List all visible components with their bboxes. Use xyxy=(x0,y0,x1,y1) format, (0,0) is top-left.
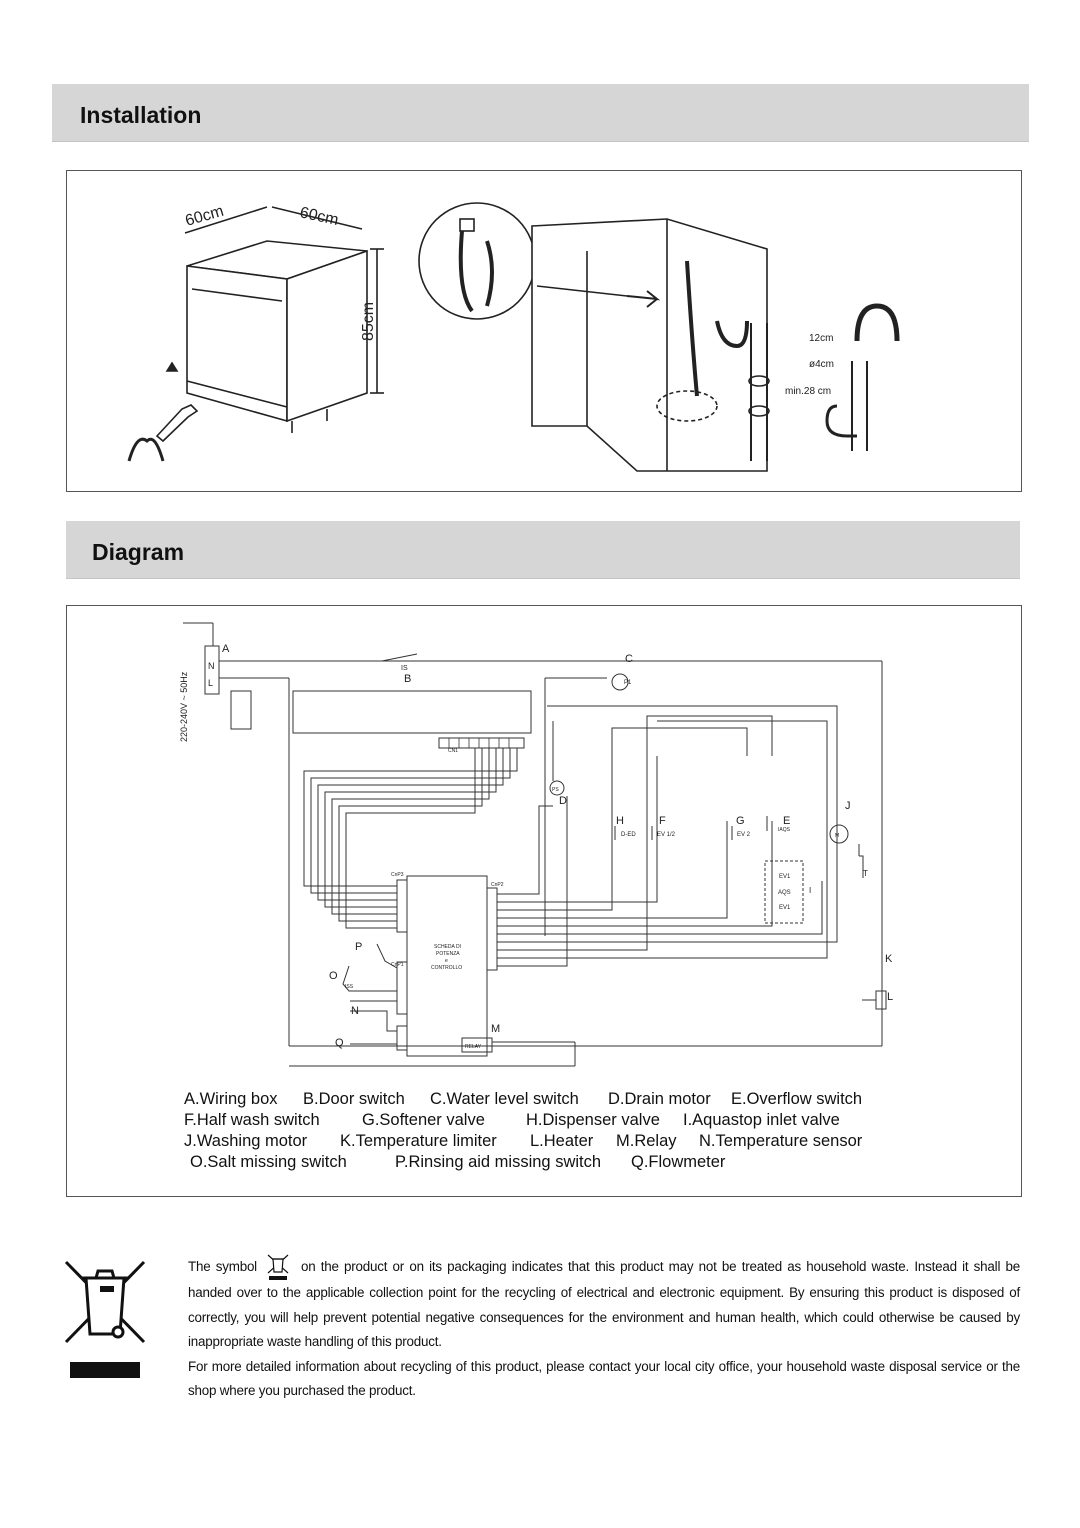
legend-item: B.Door switch xyxy=(303,1090,405,1108)
label-K: K xyxy=(885,953,893,965)
label-C: C xyxy=(625,653,633,665)
label-IAQS: IAQS xyxy=(778,827,790,833)
label-motor: M xyxy=(835,833,840,839)
label-AQS: AQS xyxy=(778,890,791,896)
installation-illustration xyxy=(67,171,1021,491)
dim-height: 85cm xyxy=(360,301,377,341)
drain-min: min.28 cm xyxy=(785,386,832,397)
label-T: T xyxy=(863,869,868,878)
diagram-header xyxy=(66,521,1020,579)
legend-item: E.Overflow switch xyxy=(731,1090,863,1108)
legend-item: A.Wiring box xyxy=(184,1090,278,1108)
legend-item: K.Temperature limiter xyxy=(340,1132,497,1150)
label-board-1: SCHEDA DI xyxy=(434,944,461,950)
label-H: H xyxy=(616,815,624,827)
label-L: L xyxy=(887,991,894,1003)
label-CnP2: CnP2 xyxy=(491,882,504,888)
weee-bin-icon xyxy=(60,1258,150,1380)
label-D: D xyxy=(559,795,567,807)
dim-width: 60cm xyxy=(183,202,226,230)
legend-item: H.Dispenser valve xyxy=(526,1111,660,1129)
label-E: E xyxy=(783,815,791,827)
drain-diameter: ø4cm xyxy=(809,359,834,370)
label-IS: IS xyxy=(401,665,408,672)
installation-title: Installation xyxy=(80,102,202,128)
wiring-diagram xyxy=(67,606,1021,1076)
label-EV12: EV 1/2 xyxy=(657,832,676,838)
label-J: J xyxy=(845,800,851,812)
label-CnP3: CnP3 xyxy=(391,872,404,878)
legend-item: F.Half wash switch xyxy=(184,1111,320,1129)
legend-item: J.Washing motor xyxy=(184,1132,308,1150)
weee-notice xyxy=(188,1253,1020,1404)
dim-depth: 60cm xyxy=(298,204,340,230)
legend-item: M.Relay xyxy=(616,1132,677,1150)
label-B: B xyxy=(404,673,412,685)
label-I: I xyxy=(809,886,812,895)
legend-item: N.Temperature sensor xyxy=(699,1132,863,1150)
label-board-3: e xyxy=(445,958,448,964)
label-DED: D-ED xyxy=(621,832,636,838)
weee-paragraph-2: For more detailed information about recycling of this product, please contact your local city office, your household waste disposal service or the shop where you purchased the product. xyxy=(188,1358,1020,1399)
label-F: F xyxy=(659,815,666,827)
label-EV1-bottom: EV1 xyxy=(779,905,791,911)
label-EV2: EV 2 xyxy=(737,832,751,838)
label-relay: RELAY xyxy=(465,1044,482,1050)
label-board-4: CONTROLLO xyxy=(431,965,463,971)
installation-frame xyxy=(66,170,1022,492)
label-N-terminal: N xyxy=(208,661,215,671)
label-PS: PS xyxy=(552,787,559,793)
label-L-terminal: L xyxy=(208,678,214,688)
legend-item: L.Heater xyxy=(530,1132,594,1150)
label-board-2: POTENZA xyxy=(436,951,460,957)
installation-header xyxy=(52,84,1029,142)
legend-item: I.Aquastop inlet valve xyxy=(683,1111,840,1129)
weee-text-before: The symbol xyxy=(188,1259,257,1274)
drain-top: 12cm xyxy=(809,333,834,344)
diagram-title: Diagram xyxy=(92,539,185,565)
label-Q: Q xyxy=(335,1037,344,1049)
legend-item: G.Softener valve xyxy=(362,1111,485,1129)
label-M: M xyxy=(491,1023,501,1035)
legend-item: D.Drain motor xyxy=(608,1090,711,1108)
weee-paragraph-1 xyxy=(188,1253,1020,1355)
legend-item: C.Water level switch xyxy=(430,1090,579,1108)
label-EV1-top: EV1 xyxy=(779,874,791,880)
label-N: N xyxy=(351,1005,359,1017)
label-ISS: ISS xyxy=(345,984,354,990)
legend-item: P.Rinsing aid missing switch xyxy=(395,1153,602,1171)
legend-item: Q.Flowmeter xyxy=(631,1153,726,1171)
label-P1: P1 xyxy=(624,680,632,686)
label-P: P xyxy=(355,941,363,953)
legend-item: O.Salt missing switch xyxy=(190,1153,347,1171)
label-G: G xyxy=(736,815,745,827)
label-CnP1: CnP1 xyxy=(391,962,404,968)
weee-inline-bin-icon xyxy=(265,1253,291,1281)
label-CN1: CN1 xyxy=(448,748,459,754)
supply-label: 220-240V ~ 50Hz xyxy=(179,671,189,742)
weee-text-after: on the product or on its packaging indicates that this product may not be treated as household waste. Instead it shall be handed over to the applicable collection point for the recycling of electrical and electronic equipment. By ensuring this product is disposed of correctly, you will help prevent potential negative consequences for the environment and human health, which could otherwise be caused by inappropriate waste handling of this product. xyxy=(188,1259,1020,1350)
label-O: O xyxy=(329,970,338,982)
label-A: A xyxy=(222,643,230,655)
